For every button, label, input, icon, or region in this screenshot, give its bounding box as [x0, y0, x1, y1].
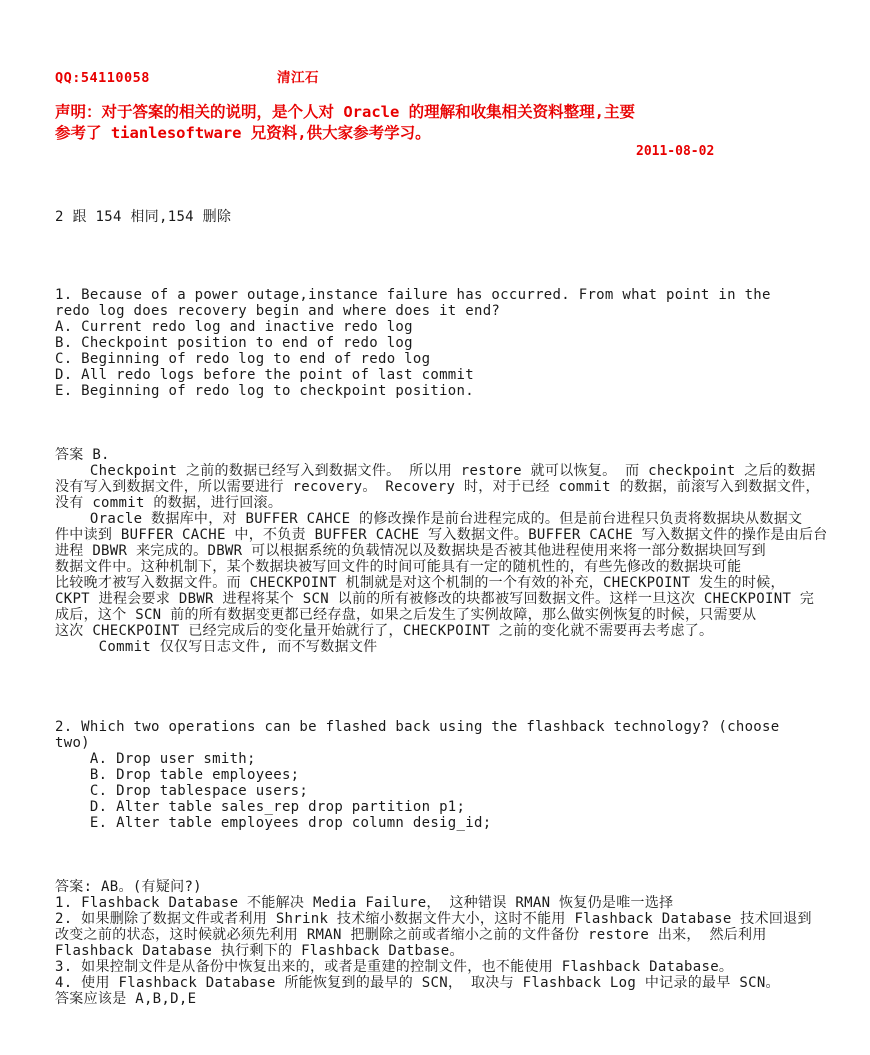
answer-1-line: 答案 B. [55, 447, 110, 463]
question-1-line: redo log does recovery begin and where does it end? [55, 303, 501, 319]
answer-1-line: Oracle 数据库中，对 BUFFER CAHCE 的修改操作是前台进程完成的。但是前台进程只负责将数据块从数据文 [55, 511, 803, 527]
author-name: 清江石 [277, 70, 319, 86]
answer-2-line: 答案应该是 A,B,D,E [55, 991, 197, 1007]
declaration-line: 参考了 tianlesoftware 兄资料,供大家参考学习。 [55, 124, 431, 142]
answer-1-line: 数据文件中。这种机制下，某个数据块被写回文件的时间可能具有一定的随机性的，有些先修改的数据块可能 [55, 559, 742, 575]
answer-2 [55, 879, 832, 1007]
answer-2-line: 2. 如果删除了数据文件或者利用 Shrink 技术缩小数据文件大小，这时不能用 Flashback Database 技术回退到 [55, 911, 812, 927]
answer-1-line: 没有 commit 的数据，进行回滚。 [55, 495, 283, 511]
declaration-line: 声明：对于答案的相关的说明，是个人对 Oracle 的理解和收集相关资料整理,主要 [55, 103, 635, 121]
answer-1-line: 成后，这个 SCN 前的所有数据变更都已经存盘，如果之后发生了实例故障，那么做实例恢复的时候，只需要从 [55, 607, 757, 623]
answer-2-line: 答案: AB。(有疑问?) [55, 879, 202, 895]
qq-number: QQ:54110058 [55, 70, 150, 86]
answer-1-line: 进程 DBWR 来完成的。DBWR 可以根据系统的负载情况以及数据块是否被其他进程使用来将一部分数据块回写到 [55, 543, 766, 559]
answer-2-line: 3. 如果控制文件是从备份中恢复出来的，或者是重建的控制文件，也不能使用 Flashback Database。 [55, 959, 734, 975]
header-contact-line [55, 70, 832, 86]
question-2-line: 2. Which two operations can be flashed back using the flashback technology? (choose [55, 719, 780, 735]
answer-2-line: 改变之前的状态，这时候就必须先利用 RMAN 把删除之前或者缩小之前的文件备份 restore 出来， 然后利用 [55, 927, 767, 943]
answer-1-line: 这次 CHECKPOINT 已经完成后的变化量开始就行了，CHECKPOINT 之前的变化就不需要再去考虑了。 [55, 623, 714, 639]
declaration-paragraph [55, 102, 832, 144]
answer-1-line: CKPT 进程会要求 DBWR 进程将某个 SCN 以前的所有被修改的块都被写回数据文件。这样一旦这次 CHECKPOINT 完 [55, 591, 815, 607]
answer-1 [55, 447, 832, 655]
answer-2-line: 1. Flashback Database 不能解决 Media Failure， 这种错误 RMAN 恢复仍是唯一选择 [55, 895, 674, 911]
question-1-line: D. All redo logs before the point of last commit [55, 367, 474, 383]
question-1 [55, 287, 832, 399]
document-body [55, 161, 832, 1055]
note-line: 2 跟 154 相同,154 删除 [55, 209, 232, 225]
question-2-line: A. Drop user smith; [55, 751, 256, 767]
question-1-line: C. Beginning of redo log to end of redo log [55, 351, 431, 367]
question-2-line: B. Drop table employees; [55, 767, 300, 783]
answer-2-line: Flashback Database 执行剩下的 Flashback Datbase。 [55, 943, 464, 959]
answer-1-line: 件中读到 BUFFER CACHE 中，不负责 BUFFER CACHE 写入数据文件。BUFFER CACHE 写入数据文件的操作是由后台 [55, 527, 828, 543]
answer-1-line: Checkpoint 之前的数据已经写入到数据文件。 所以用 restore 就可以恢复。 而 checkpoint 之后的数据 [55, 463, 816, 479]
answer-1-line: Commit 仅仅写日志文件, 而不写数据文件 [55, 639, 378, 655]
question-2-line: two) [55, 735, 90, 751]
question-1-line: A. Current redo log and inactive redo log [55, 319, 413, 335]
answer-1-line: 没有写入到数据文件，所以需要进行 recovery。 Recovery 时，对于已经 commit 的数据，前滚写入到数据文件， [55, 479, 820, 495]
question-1-line: B. Checkpoint position to end of redo log [55, 335, 413, 351]
answer-2-line: 4. 使用 Flashback Database 所能恢复到的最早的 SCN， 取决与 Flashback Log 中记录的最早 SCN。 [55, 975, 780, 991]
question-1-line: 1. Because of a power outage,instance failure has occurred. From what point in the [55, 287, 771, 303]
question-2-line: D. Alter table sales_rep drop partition p1; [55, 799, 466, 815]
date-label: 2011-08-02 [636, 144, 715, 159]
question-2-line: E. Alter table employees drop column desig_id; [55, 815, 492, 831]
question-2-line: C. Drop tablespace users; [55, 783, 309, 799]
question-1-line: E. Beginning of redo log to checkpoint position. [55, 383, 474, 399]
question-2 [55, 719, 832, 831]
answer-1-line: 比较晚才被写入数据文件。而 CHECKPOINT 机制就是对这个机制的一个有效的补充，CHECKPOINT 发生的时候， [55, 575, 785, 591]
